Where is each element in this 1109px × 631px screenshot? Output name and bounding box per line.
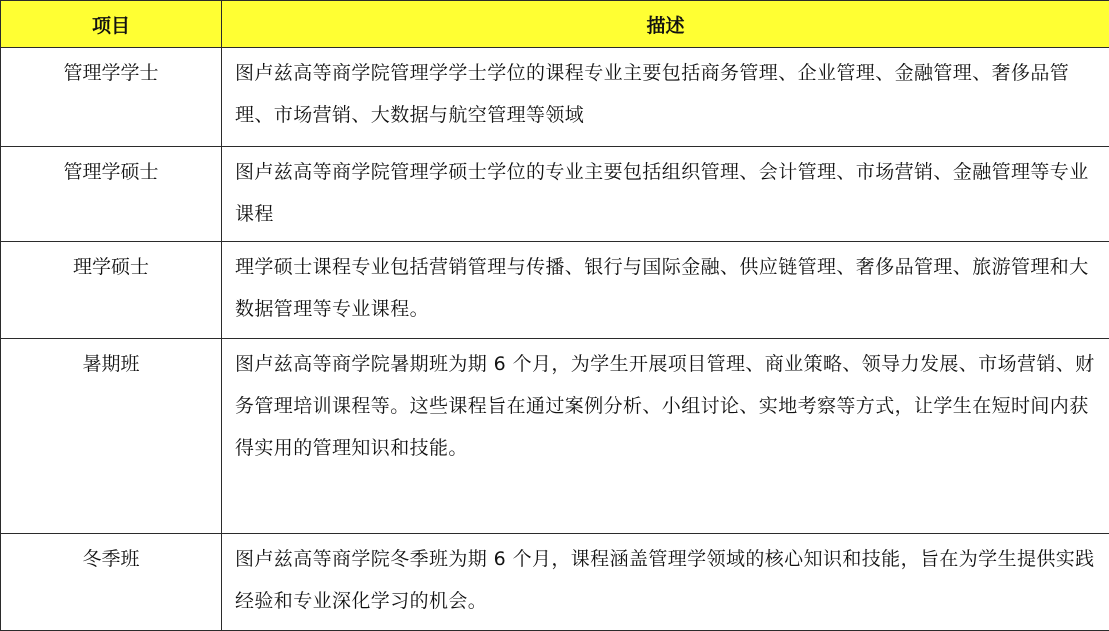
table-header <box>1 1 1109 48</box>
table-body <box>1 48 1109 631</box>
cell-description: 图卢兹高等商学院管理学学士学位的课程专业主要包括商务管理、企业管理、金融管理、奢侈品管理、市场营销、大数据与航空管理等领域 <box>222 48 1109 147</box>
cell-description: 图卢兹高等商学院暑期班为期 6 个月，为学生开展项目管理、商业策略、领导力发展、市场营销、财务管理培训课程等。这些课程旨在通过案例分析、小组讨论、实地考察等方式，让学生在短时间内获得实用的管理知识和技能。 <box>222 339 1109 534</box>
cell-item: 冬季班 <box>1 534 222 631</box>
column-header-item: 项目 <box>1 1 222 48</box>
table-row <box>1 48 1109 147</box>
cell-description: 图卢兹高等商学院冬季班为期 6 个月，课程涵盖管理学领域的核心知识和技能，旨在为学生提供实践经验和专业深化学习的机会。 <box>222 534 1109 631</box>
table-row <box>1 147 1109 242</box>
column-header-description: 描述 <box>222 1 1109 48</box>
header-row <box>1 1 1109 48</box>
table-row <box>1 339 1109 534</box>
cell-item: 理学硕士 <box>1 242 222 339</box>
cell-item: 暑期班 <box>1 339 222 534</box>
cell-description: 理学硕士课程专业包括营销管理与传播、银行与国际金融、供应链管理、奢侈品管理、旅游管理和大数据管理等专业课程。 <box>222 242 1109 339</box>
table-row <box>1 534 1109 631</box>
cell-item: 管理学硕士 <box>1 147 222 242</box>
table-row <box>1 242 1109 339</box>
cell-item: 管理学学士 <box>1 48 222 147</box>
cell-description: 图卢兹高等商学院管理学硕士学位的专业主要包括组织管理、会计管理、市场营销、金融管理等专业课程 <box>222 147 1109 242</box>
